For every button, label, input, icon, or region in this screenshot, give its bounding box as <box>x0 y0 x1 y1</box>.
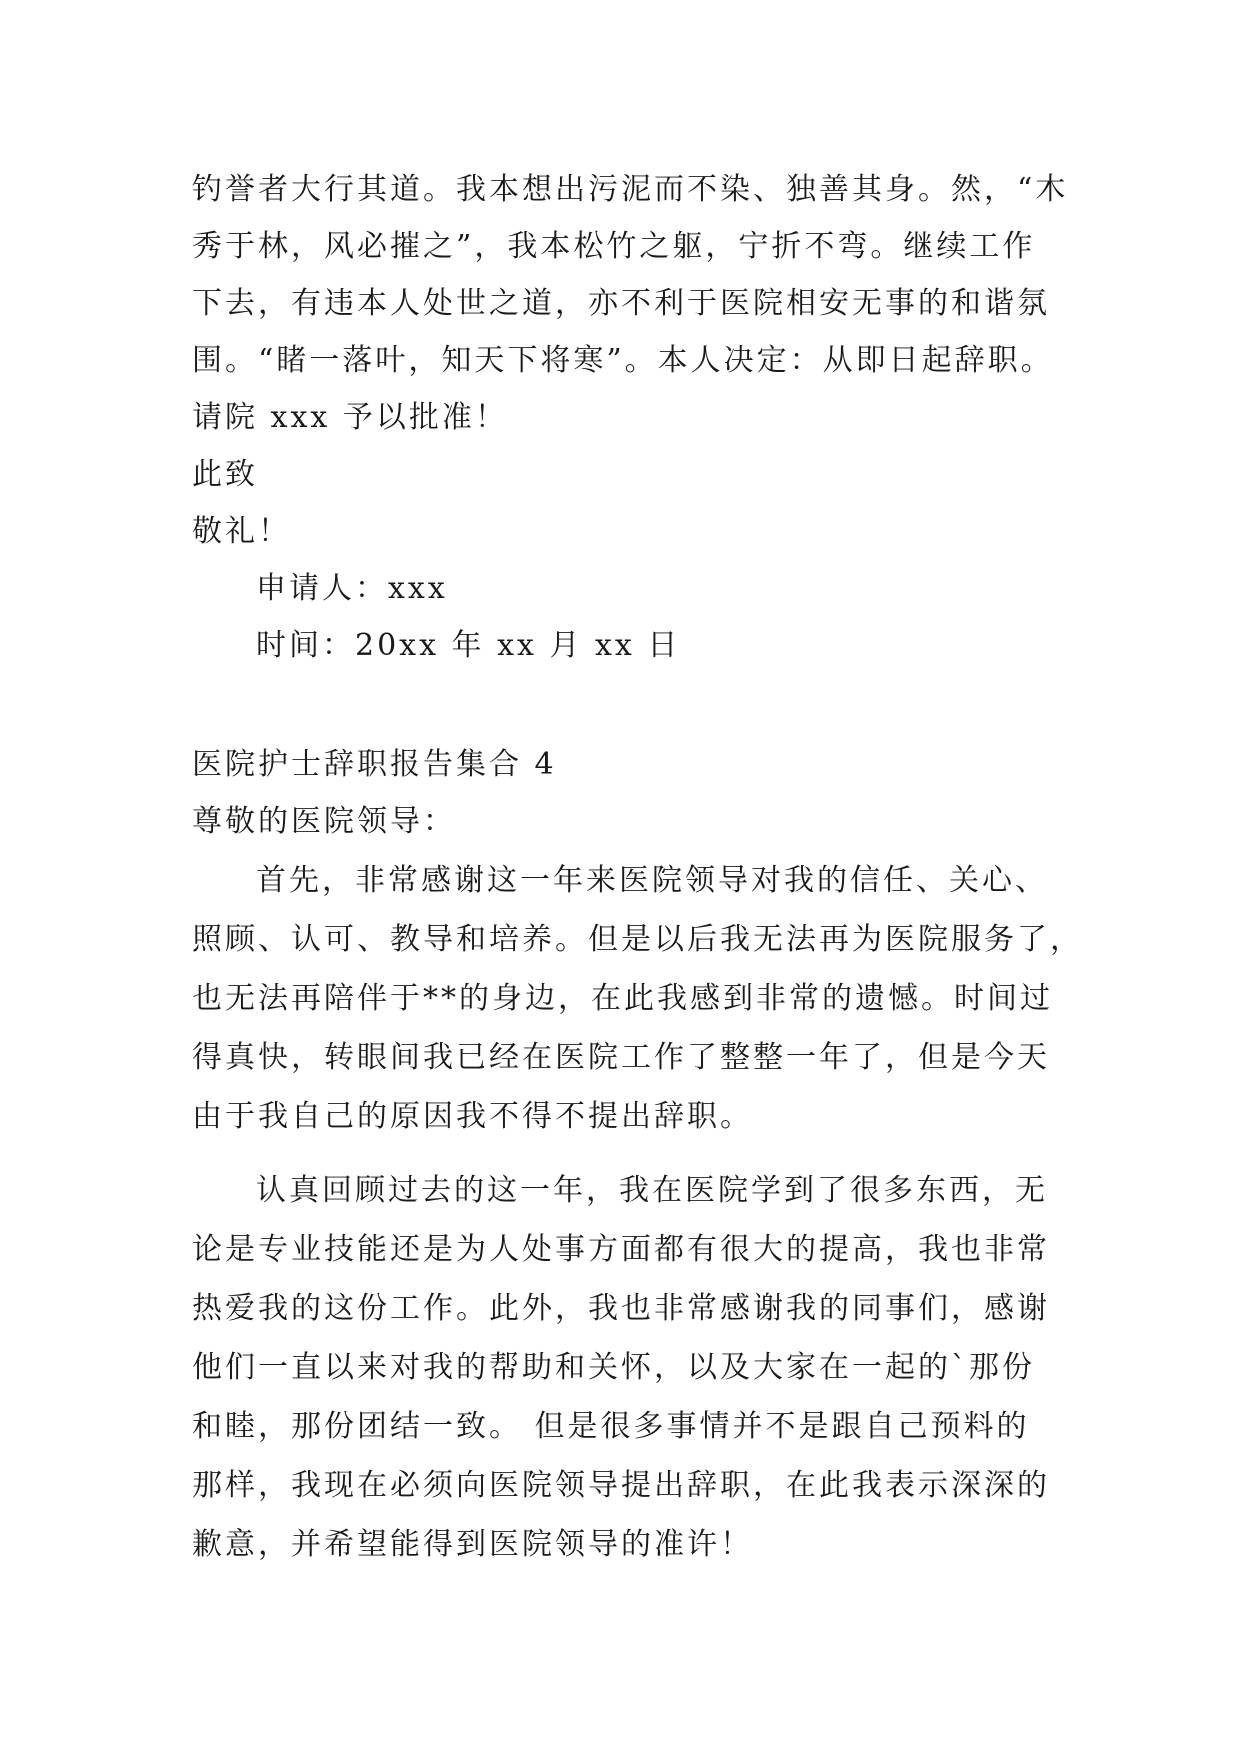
text-line: 围。“睹一落叶，知天下将寒”。本人决定：从即日起辞职。 <box>192 343 1054 378</box>
paragraph-2-line: 那样，我现在必须向医院领导提出辞职，在此我表示深深的 <box>192 1468 1050 1503</box>
section-title: 医院护士辞职报告集合 4 <box>192 747 557 782</box>
paragraph-1-line: 得真快，转眼间我已经在医院工作了整整一年了，但是今天 <box>192 1040 1050 1075</box>
paragraph-2-line: 认真回顾过去的这一年，我在医院学到了很多东西，无 <box>256 1173 1048 1208</box>
paragraph-2-line: 歉意，并希望能得到医院领导的准许！ <box>192 1527 753 1562</box>
text-line: 下去，有违本人处世之道，亦不利于医院相安无事的和谐氛 <box>192 286 1050 321</box>
text-line: 秀于林，风必摧之”，我本松竹之躯，宁折不弯。继续工作 <box>192 229 1036 264</box>
paragraph-2-line: 和睦，那份团结一致。 但是很多事情并不是跟自己预料的 <box>192 1409 1030 1444</box>
paragraph-1-line: 首先，非常感谢这一年来医院领导对我的信任、关心、 <box>256 863 1048 898</box>
text-line: 钓誉者大行其道。我本想出污泥而不染、独善其身。然，“木 <box>192 172 1069 207</box>
paragraph-2-line: 他们一直以来对我的帮助和关怀，以及大家在一起的`那份 <box>192 1350 1035 1385</box>
applicant-line: 申请人：xxx <box>256 571 448 606</box>
salutation: 尊敬的医院领导： <box>192 804 456 839</box>
date-line: 时间：20xx 年 xx 月 xx 日 <box>256 628 681 663</box>
paragraph-1-line: 也无法再陪伴于**的身边，在此我感到非常的遗憾。时间过 <box>192 981 1053 1016</box>
closing-line-1: 此致 <box>192 457 258 492</box>
paragraph-1-line: 由于我自己的原因我不得不提出辞职。 <box>192 1099 753 1134</box>
paragraph-1-line: 照顾、认可、教导和培养。但是以后我无法再为医院服务了， <box>192 922 1083 957</box>
paragraph-2-line: 热爱我的这份工作。此外，我也非常感谢我的同事们，感谢 <box>192 1291 1050 1326</box>
text-line: 请院 xxx 予以批准！ <box>192 400 508 435</box>
closing-line-2: 敬礼！ <box>192 514 291 549</box>
paragraph-2-line: 论是专业技能还是为人处事方面都有很大的提高，我也非常 <box>192 1232 1050 1267</box>
